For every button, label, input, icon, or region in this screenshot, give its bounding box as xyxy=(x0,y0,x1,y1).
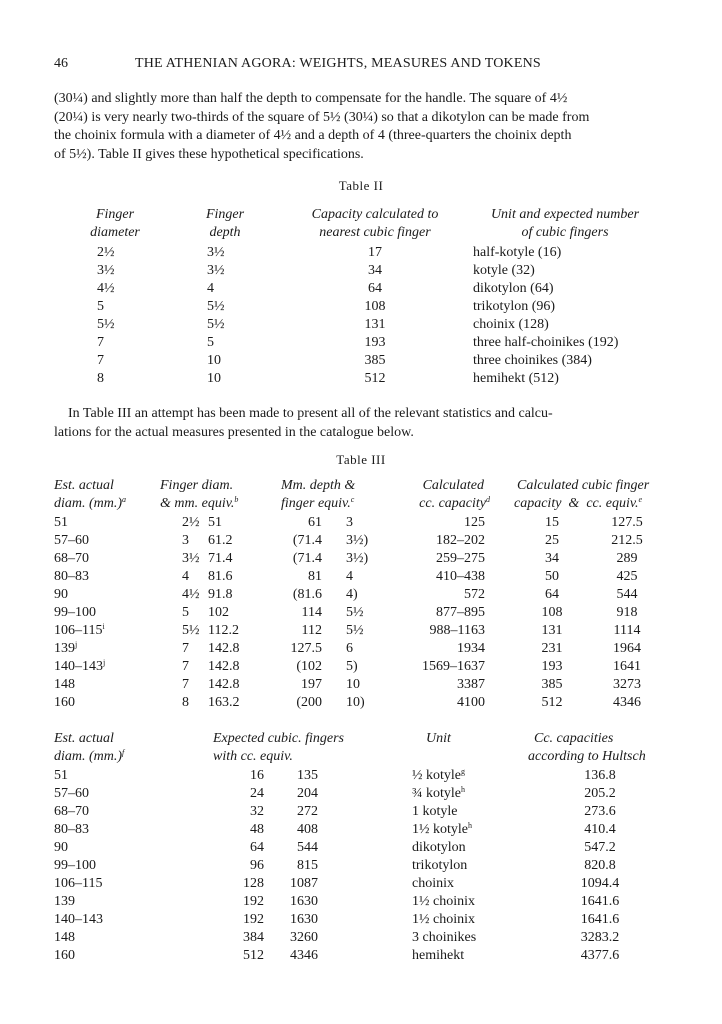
table-cell: 34 xyxy=(545,551,559,566)
table-cell: 139 xyxy=(54,894,75,909)
table-cell: 90 xyxy=(54,587,68,602)
table-cell: 8 xyxy=(182,695,189,710)
text-line: of 5½). Table II gives these hypothetical specifications. xyxy=(54,146,364,162)
table-cell: 10 xyxy=(207,353,221,368)
table-cell: 7 xyxy=(182,641,189,656)
t3-col-cc-capacity xyxy=(395,514,485,712)
table-cell: dikotylon (64) xyxy=(473,281,554,296)
table-cell: 1½ choinix xyxy=(412,894,475,909)
table-cell: 5 xyxy=(207,335,214,350)
table-cell: 127.5 xyxy=(290,641,322,656)
table-cell: 148 xyxy=(54,677,75,692)
table-2-caption: Table II xyxy=(338,178,384,193)
table-cell: 108 xyxy=(364,299,386,314)
table-cell: 16 xyxy=(250,768,264,783)
table-cell: 3½ xyxy=(207,263,225,278)
table-cell: 148 xyxy=(54,930,75,945)
table-cell: 17 xyxy=(368,245,382,260)
table-cell: 4346 xyxy=(290,948,318,963)
table-cell: 1114 xyxy=(613,623,641,638)
table-cell: 8 xyxy=(97,371,104,386)
table-cell: 385 xyxy=(541,677,563,692)
table-cell: 3 xyxy=(182,533,189,548)
table-cell: 1094.4 xyxy=(580,876,620,891)
table-cell: 384 xyxy=(243,930,264,945)
table-cell: 32 xyxy=(250,804,264,819)
table-cell: 3260 xyxy=(290,930,318,945)
table-cell: 4 xyxy=(207,281,214,296)
t3b-col-hultsch xyxy=(560,767,640,965)
table-cell: 1569–1637 xyxy=(422,659,485,674)
table-cell: 3½ xyxy=(97,263,115,278)
table-cell: 99–100 xyxy=(54,858,96,873)
table-cell: 5½ xyxy=(207,299,225,314)
table-cell: 68–70 xyxy=(54,804,89,819)
table-cell: 7 xyxy=(182,659,189,674)
table-cell: 131 xyxy=(364,317,386,332)
t3-header-est-diam: Est. actual diam. $(mm.)^a$ xyxy=(54,478,127,511)
table-cell: 231 xyxy=(541,641,563,656)
table-cell: 160 xyxy=(54,948,75,963)
table-cell: ¾ kotyle$^h$ xyxy=(412,785,465,801)
table-cell: 3 choinikes xyxy=(412,930,477,945)
table-cell: ½ kotyle$^g$ xyxy=(412,767,465,783)
t3-col-mm-depth xyxy=(270,514,322,712)
t3b-header-est-diam: Est. actual diam. $(mm.)^f$ xyxy=(54,731,125,764)
table-cell: 5½ xyxy=(207,317,225,332)
table-cell: 125 xyxy=(464,515,485,530)
table-cell: half-kotyle (16) xyxy=(473,245,562,260)
table-cell: 99–100 xyxy=(54,605,96,620)
table-cell: 90 xyxy=(54,840,68,855)
table-cell: 10 xyxy=(207,371,221,386)
table-cell: 289 xyxy=(616,551,638,566)
table-cell: 408 xyxy=(297,822,318,837)
table-cell: 544 xyxy=(297,840,318,855)
table-cell: 102 xyxy=(208,605,229,620)
table-cell: 96 xyxy=(250,858,264,873)
table-cell: 7 xyxy=(97,353,104,368)
table-cell: 61.2 xyxy=(208,533,233,548)
t3b-col-expected-cc xyxy=(268,767,318,965)
table-cell: 5) xyxy=(346,659,358,674)
t2-header-diameter: Finger diameter xyxy=(90,207,140,240)
table-cell: 5½ xyxy=(97,317,115,332)
table-cell: 2½ xyxy=(97,245,115,260)
table-cell: 3½ xyxy=(207,245,225,260)
table-cell: 4100 xyxy=(457,695,485,710)
table-cell: 385 xyxy=(364,353,386,368)
table-cell: 7 xyxy=(97,335,104,350)
table-cell: 163.2 xyxy=(208,695,240,710)
t3-header-cubic-finger: Calculated cubic finger capacity & cc. equiv.$^e$ xyxy=(514,478,650,511)
table-cell: 192 xyxy=(243,894,264,909)
table-cell: 197 xyxy=(301,677,322,692)
table-cell: kotyle (32) xyxy=(473,263,535,278)
table-cell: 410.4 xyxy=(584,822,616,837)
table-cell: 6 xyxy=(346,641,353,656)
table-cell: 1964 xyxy=(613,641,641,656)
table-cell: 3387 xyxy=(457,677,485,692)
table-cell: 5 xyxy=(182,605,189,620)
t3b-header-expected: Expected cubic. fingers with cc. equiv. xyxy=(213,731,345,764)
table-cell: (102 xyxy=(296,659,322,674)
table-cell: 57–60 xyxy=(54,786,89,801)
t3b-col-unit xyxy=(412,767,532,965)
text-line: In Table III an attempt has been made to present all of the relevant statistics and calcu- xyxy=(68,406,553,421)
table-cell: 80–83 xyxy=(54,569,89,584)
table-cell: 25 xyxy=(545,533,559,548)
table-cell: 3 xyxy=(346,515,353,530)
table-cell: 5½ xyxy=(346,623,364,638)
table-cell: 1 kotyle xyxy=(412,804,458,819)
table-cell: 91.8 xyxy=(208,587,233,602)
text-line: the choinix formula with a diameter of 4½ and a depth of 4 (three-quarters the choinix depth xyxy=(54,128,572,144)
page-number: 46 xyxy=(54,56,68,71)
table-cell: trikotylon xyxy=(412,858,468,873)
table-cell: 1641.6 xyxy=(580,894,620,909)
table-cell: 128 xyxy=(243,876,264,891)
table-cell: 182–202 xyxy=(436,533,485,548)
table3-intro-paragraph xyxy=(54,405,670,442)
table-cell: three choinikes (384) xyxy=(473,353,592,368)
table-cell: 48 xyxy=(250,822,264,837)
table-cell: 918 xyxy=(616,605,638,620)
table-cell: 1630 xyxy=(290,912,318,927)
t3b-header-unit: Unit xyxy=(426,731,451,746)
t3-header-calc-cc: Calculated cc. capacity$^d$ xyxy=(419,478,490,511)
table-cell: hemihekt xyxy=(412,948,465,963)
table-cell: 272 xyxy=(297,804,318,819)
table-cell: 988–1163 xyxy=(429,623,485,638)
table-cell: three half-choinikes (192) xyxy=(473,335,619,350)
table-cell: 106–115 xyxy=(54,876,103,891)
table-cell: 3½ xyxy=(182,551,200,566)
table-cell: 5½ xyxy=(346,605,364,620)
table-cell: 80–83 xyxy=(54,822,89,837)
t3-header-mm-depth: Mm. depth & finger equiv.$^c$ xyxy=(281,478,356,511)
table-cell: 205.2 xyxy=(584,786,616,801)
table-cell: 10) xyxy=(346,695,365,710)
text-line: (20¼) is very nearly two-thirds of the square of 5½ (30¼) so that a dikotylon can be made from xyxy=(54,109,590,125)
t3b-col-est-diam xyxy=(54,767,154,965)
table-cell: hemihekt (512) xyxy=(473,371,559,386)
t3-col-mm-equiv xyxy=(208,514,268,712)
table-cell: dikotylon xyxy=(412,840,466,855)
table-cell: 34 xyxy=(368,263,382,278)
table-cell: 815 xyxy=(297,858,318,873)
table-cell: 512 xyxy=(364,371,386,386)
table-cell: 193 xyxy=(364,335,386,350)
table-cell: 112 xyxy=(301,623,322,638)
table-cell: 4½ xyxy=(182,587,200,602)
table-cell: 3273 xyxy=(613,677,641,692)
table-cell: 131 xyxy=(541,623,563,638)
table-cell: 2½ xyxy=(182,515,200,530)
table-cell: 1934 xyxy=(457,641,485,656)
table-cell: 5 xyxy=(97,299,104,314)
table-cell: 512 xyxy=(541,695,563,710)
table-cell: 24 xyxy=(250,786,264,801)
table-cell: (200 xyxy=(296,695,322,710)
t3b-col-expected-fingers xyxy=(222,767,264,965)
table-cell: 112.2 xyxy=(208,623,239,638)
table-cell: 4377.6 xyxy=(580,948,620,963)
table-cell: (71.4 xyxy=(292,551,322,566)
table-cell: 4½ xyxy=(97,281,115,296)
table-cell: 140–143$^j$ xyxy=(54,658,106,674)
table-cell: 50 xyxy=(545,569,559,584)
table-cell: 64 xyxy=(250,840,264,855)
table-cell: choinix (128) xyxy=(473,317,549,332)
table-cell: 3½) xyxy=(346,551,369,566)
table-cell: 273.6 xyxy=(584,804,616,819)
running-title: THE ATHENIAN AGORA: WEIGHTS, MEASURES AND TOKENS xyxy=(135,56,541,71)
table-cell: 108 xyxy=(541,605,563,620)
t2-col-unit xyxy=(473,244,673,388)
t2-col-capacity xyxy=(340,244,410,388)
table-cell: 136.8 xyxy=(584,768,616,783)
t2-header-unit: Unit and expected number of cubic fingers xyxy=(490,207,640,240)
text-line: (30¼) and slightly more than half the depth to compensate for the handle. The square of 4½ xyxy=(54,91,568,106)
table-cell: choinix xyxy=(412,876,454,891)
table-cell: 3½) xyxy=(346,533,369,548)
table-cell: 139$^j$ xyxy=(54,640,78,656)
t3-header-finger-diam: Finger diam. & mm. equiv.$^b$ xyxy=(160,478,239,511)
table-cell: 572 xyxy=(464,587,485,602)
table-cell: 61 xyxy=(308,515,322,530)
table-cell: 192 xyxy=(243,912,264,927)
table-cell: 15 xyxy=(545,515,559,530)
table-cell: 193 xyxy=(541,659,563,674)
table-cell: 81.6 xyxy=(208,569,233,584)
table-cell: 1½ kotyle$^h$ xyxy=(412,821,472,837)
intro-paragraph xyxy=(54,90,670,164)
table-cell: trikotylon (96) xyxy=(473,299,556,314)
table-cell: 135 xyxy=(297,768,318,783)
table-cell: 160 xyxy=(54,695,75,710)
table-cell: 51 xyxy=(54,515,68,530)
table-cell: 410–438 xyxy=(436,569,485,584)
table-cell: 106–115$^i$ xyxy=(54,622,105,638)
table-cell: (71.4 xyxy=(292,533,322,548)
table-cell: 512 xyxy=(243,948,264,963)
table-cell: 877–895 xyxy=(436,605,485,620)
table-cell: 4346 xyxy=(613,695,641,710)
table-cell: 114 xyxy=(301,605,322,620)
table-cell: 10 xyxy=(346,677,360,692)
table-cell: 4 xyxy=(346,569,353,584)
table-cell: 1630 xyxy=(290,894,318,909)
table-3-caption: Table III xyxy=(336,452,386,467)
table-cell: 1½ choinix xyxy=(412,912,475,927)
table-cell: 64 xyxy=(545,587,559,602)
text-line: lations for the actual measures presented in the catalogue below. xyxy=(54,424,414,440)
table-cell: 820.8 xyxy=(584,858,616,873)
t3-col-cubic-cc xyxy=(597,514,657,712)
table-cell: 547.2 xyxy=(584,840,616,855)
t2-col-depth xyxy=(207,244,247,388)
table-cell: 4 xyxy=(182,569,189,584)
table-cell: 212.5 xyxy=(611,533,643,548)
table-cell: 142.8 xyxy=(208,677,240,692)
table-cell: 142.8 xyxy=(208,659,240,674)
table-cell: 127.5 xyxy=(611,515,643,530)
table-cell: 51 xyxy=(54,768,68,783)
table-cell: 3283.2 xyxy=(580,930,620,945)
table-cell: 1641 xyxy=(613,659,641,674)
t2-header-capacity: Capacity calculated to nearest cubic finger xyxy=(311,207,439,240)
t3-col-cubic-capacity xyxy=(532,514,572,712)
t3b-header-hultsch: Cc. capacities according to Hultsch xyxy=(528,731,646,764)
t2-col-diameter xyxy=(97,244,137,388)
table-cell: 64 xyxy=(368,281,382,296)
table-cell: 71.4 xyxy=(208,551,233,566)
table-cell: 57–60 xyxy=(54,533,89,548)
table-cell: 5½ xyxy=(182,623,200,638)
table-cell: 1641.6 xyxy=(580,912,620,927)
t3-col-finger-depth xyxy=(346,514,386,712)
table-cell: 204 xyxy=(297,786,318,801)
table-cell: (81.6 xyxy=(292,587,322,602)
table-cell: 259–275 xyxy=(436,551,485,566)
table-cell: 81 xyxy=(308,569,322,584)
table-cell: 51 xyxy=(208,515,222,530)
table-cell: 68–70 xyxy=(54,551,89,566)
t2-header-depth: Finger depth xyxy=(205,207,245,240)
t3-col-est-diam xyxy=(54,514,154,712)
table-cell: 544 xyxy=(616,587,638,602)
table-cell: 4) xyxy=(346,587,358,602)
table-cell: 7 xyxy=(182,677,189,692)
table-cell: 142.8 xyxy=(208,641,240,656)
table-cell: 425 xyxy=(616,569,638,584)
table-cell: 140–143 xyxy=(54,912,103,927)
table-cell: 1087 xyxy=(290,876,318,891)
